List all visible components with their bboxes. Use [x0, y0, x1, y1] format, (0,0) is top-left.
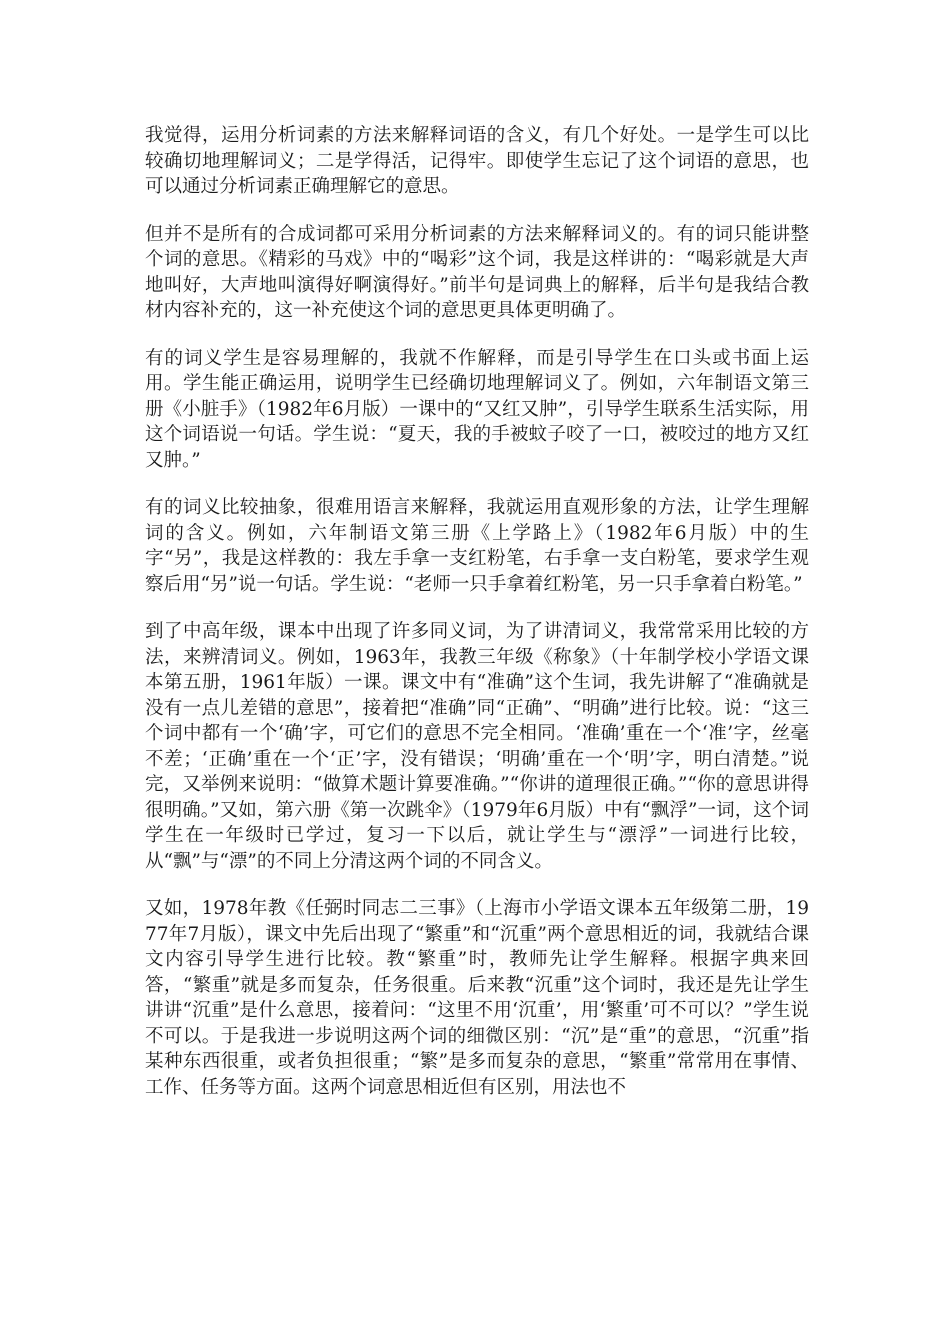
- paragraph-6: 又如，1978年教《任弼时同志二三事》（上海市小学语文课本五年级第二册，1977年7月版），课文中先后出现了“繁重”和“沉重”两个意思相近的词，我就结合课文内容引导学生进行比较。教“繁重”时，教师先让学生解释。根据字典来回答，“繁重”就是多而复杂，任务很重。后来教“沉重”这个词时，我还是先让学生讲讲“沉重”是什么意思，接着问：“这里不用‘沉重’，用‘繁重’可不可以？”学生说不可以。于是我进一步说明这两个词的细微区别：“沉”是“重”的意思，“沉重”指某种东西很重，或者负担很重；“繁”是多而复杂的意思，“繁重”常常用在事情、工作、任务等方面。这两个词意思相近但有区别，用法也不: [145, 898, 809, 1098]
- paragraph-5: 到了中高年级，课本中出现了许多同义词，为了讲清词义，我常常采用比较的方法，来辨清词义。例如，1963年，我教三年级《称象》（十年制学校小学语文课本第五册，1961年版）一课。课文中有“准确”这个生词，我先讲解了“准确就是没有一点儿差错的意思”，接着把“准确”同“正确”、“明确”进行比较。说：“这三个词中都有一个‘确’字，可它们的意思不完全相同。‘准确’重在一个‘准’字，丝毫不差；‘正确’重在一个‘正’字，没有错误；‘明确’重在一个‘明’字，明白清楚。”说完，又举例来说明：“做算术题计算要准确。”“你讲的道理很正确。”“你的意思讲得很明确。”又如，第六册《第一次跳伞》（1979年6月版）中有“飘浮”一词，这个词学生在一年级时已学过，复习一下以后，就让学生与“漂浮”一词进行比较，从“飘”与“漂”的不同上分清这两个词的不同含义。: [145, 621, 809, 872]
- paragraph-2: 但并不是所有的合成词都可采用分析词素的方法来解释词义的。有的词只能讲整个词的意思。《精彩的马戏》中的“喝彩”这个词，我是这样讲的：“喝彩就是大声地叫好，大声地叫演得好啊演得好。”前半句是词典上的解释，后半句是我结合教材内容补充的，这一补充使这个词的意思更具体更明确了。: [145, 223, 809, 321]
- paragraph-3: 有的词义学生是容易理解的，我就不作解释，而是引导学生在口头或书面上运用。学生能正确运用，说明学生已经确切地理解词义了。例如，六年制语文第三册《小脏手》（1982年6月版）一课中的“又红又肿”，引导学生联系生活实际，用这个词语说一句话。学生说：“夏天，我的手被蚊子咬了一口，被咬过的地方又红又肿。”: [145, 347, 809, 471]
- paragraph-1: 我觉得，运用分析词素的方法来解释词语的含义，有几个好处。一是学生可以比较确切地理解词义；二是学得活，记得牢。即使学生忘记了这个词语的意思，也可以通过分析词素正确理解它的意思。: [145, 125, 809, 197]
- paragraph-4: 有的词义比较抽象，很难用语言来解释，我就运用直观形象的方法，让学生理解词的含义。例如，六年制语文第三册《上学路上》（1982年6月版）中的生字“另”，我是这样教的：我左手拿一支红粉笔，右手拿一支白粉笔，要求学生观察后用“另”说一句话。学生说：“老师一只手拿着红粉笔，另一只手拿着白粉笔。”: [145, 497, 809, 595]
- document-body: [145, 123, 809, 1122]
